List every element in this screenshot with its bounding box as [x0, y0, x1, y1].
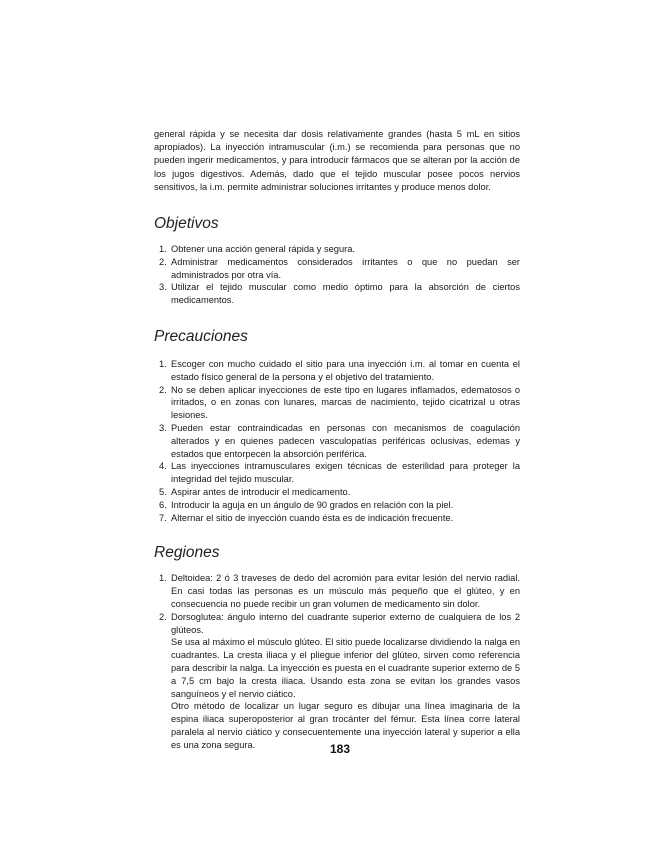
list-item [154, 422, 520, 460]
item-text: Utilizar el tejido muscular como medio óptimo para la absorción de ciertos medicamentos. [171, 282, 520, 306]
precauciones-heading: Precauciones [154, 328, 248, 345]
list-item [154, 384, 520, 422]
item-subparagraph: Otro método de localizar un lugar seguro es dibujar una línea imaginaria de la espina iliaca superoposterior al gran trocánter del fémur. Esta línea corre lateral paralela al nervio ciático y consecuentemente una inyección lateral y superior a ella es una zona segura. [171, 701, 520, 750]
list-item [154, 512, 520, 525]
list-item [154, 281, 520, 307]
item-number: 7. [159, 512, 167, 523]
item-text: Pueden estar contraindicadas en personas con mecanismos de coagulación alterados y en quienes padecen vasculopatías periféricas oclusivas, edemas y estados que entorpecen la absorción periférica. [171, 422, 520, 459]
item-number: 2. [159, 256, 167, 267]
item-number: 2. [159, 384, 167, 395]
intro-paragraph: general rápida y se necesita dar dosis relativamente grandes (hasta 5 mL en sitios apropiados). La inyección intramuscular (i.m.) se recomienda para personas que no pueden ingerir medicamentos, y para introducir fármacos que se alteran por la acción de los jugos digestivos. Además, dado que el tejido muscular posee pocos nervios sensitivos, la i.m. permite administrar soluciones irritantes y produce menos dolor. [154, 129, 520, 192]
list-item [154, 256, 520, 282]
item-subparagraph: Se usa al máximo el músculo glúteo. El sitio puede localizarse dividiendo la nalga en cuadrantes. La cresta iliaca y el pliegue inferior del glúteo, sirven como referencia para describir la nalga. La inyección es puesta en el cuadrante superior externo de 5 a 7,5 cm bajo la cresta iliaca. Usando esta zona se evitan los grandes vasos sanguíneos y el nervio ciático. [171, 637, 520, 699]
item-text: No se deben aplicar inyecciones de este tipo en lugares inflamados, edematosos o irritados, o en zonas con lunares, marcas de nacimiento, tejido cicatrizal u otras lesiones. [171, 384, 520, 421]
objetivos-heading: Objetivos [154, 215, 219, 233]
item-text: Introducir la aguja en un ángulo de 90 grados en relación con la piel. [171, 499, 454, 510]
item-text: Aspirar antes de introducir el medicamento. [171, 486, 351, 497]
item-number: 1. [159, 359, 167, 369]
item-number: 5. [159, 486, 167, 497]
item-number: 2. [159, 611, 167, 622]
item-text: Escoger con mucho cuidado el sitio para una inyección i.m. al tomar en cuenta el estado físico general de la persona y el objetivo del tratamiento. [171, 359, 520, 382]
item-text: Alternar el sitio de inyección cuando ésta es de indicación frecuente. [171, 512, 454, 523]
regiones-heading: Regiones [154, 544, 220, 562]
list-item [154, 486, 520, 499]
item-text: Obtener una acción general rápida y segura. [171, 244, 355, 255]
item-number: 6. [159, 499, 167, 510]
item-number: 4. [159, 461, 167, 472]
item-number: 1. [159, 573, 167, 584]
list-item [154, 243, 520, 256]
list-item [154, 572, 520, 610]
item-number: 3. [159, 422, 167, 433]
item-text: Dorsoglutea: ángulo interno del cuadrante superior externo de cualquiera de los 2 glúteos. [171, 611, 520, 635]
item-text: Deltoidea: 2 ó 3 traveses de dedo del acromión para evitar lesión del nervio radial. En casi todas las personas es un músculo más pequeño que el glúteo, y en consecuencia no puede recibir un gran volumen de medicamento sin dolor. [171, 573, 520, 609]
objetivos-list [154, 243, 520, 307]
precauciones-list [154, 358, 520, 524]
item-number: 1. [159, 244, 167, 255]
regiones-list [154, 572, 520, 751]
list-item [154, 460, 520, 486]
page-number: 183 [329, 742, 351, 756]
page-content [154, 128, 520, 752]
list-item [154, 499, 520, 512]
item-text: Las inyecciones intramusculares exigen técnicas de esterilidad para proteger la integridad del tejido muscular. [171, 461, 520, 485]
list-item [154, 611, 520, 752]
item-number: 3. [159, 282, 167, 293]
item-text: Administrar medicamentos considerados irritantes o que no puedan ser administrados por otra vía. [171, 256, 520, 280]
list-item [154, 358, 520, 384]
